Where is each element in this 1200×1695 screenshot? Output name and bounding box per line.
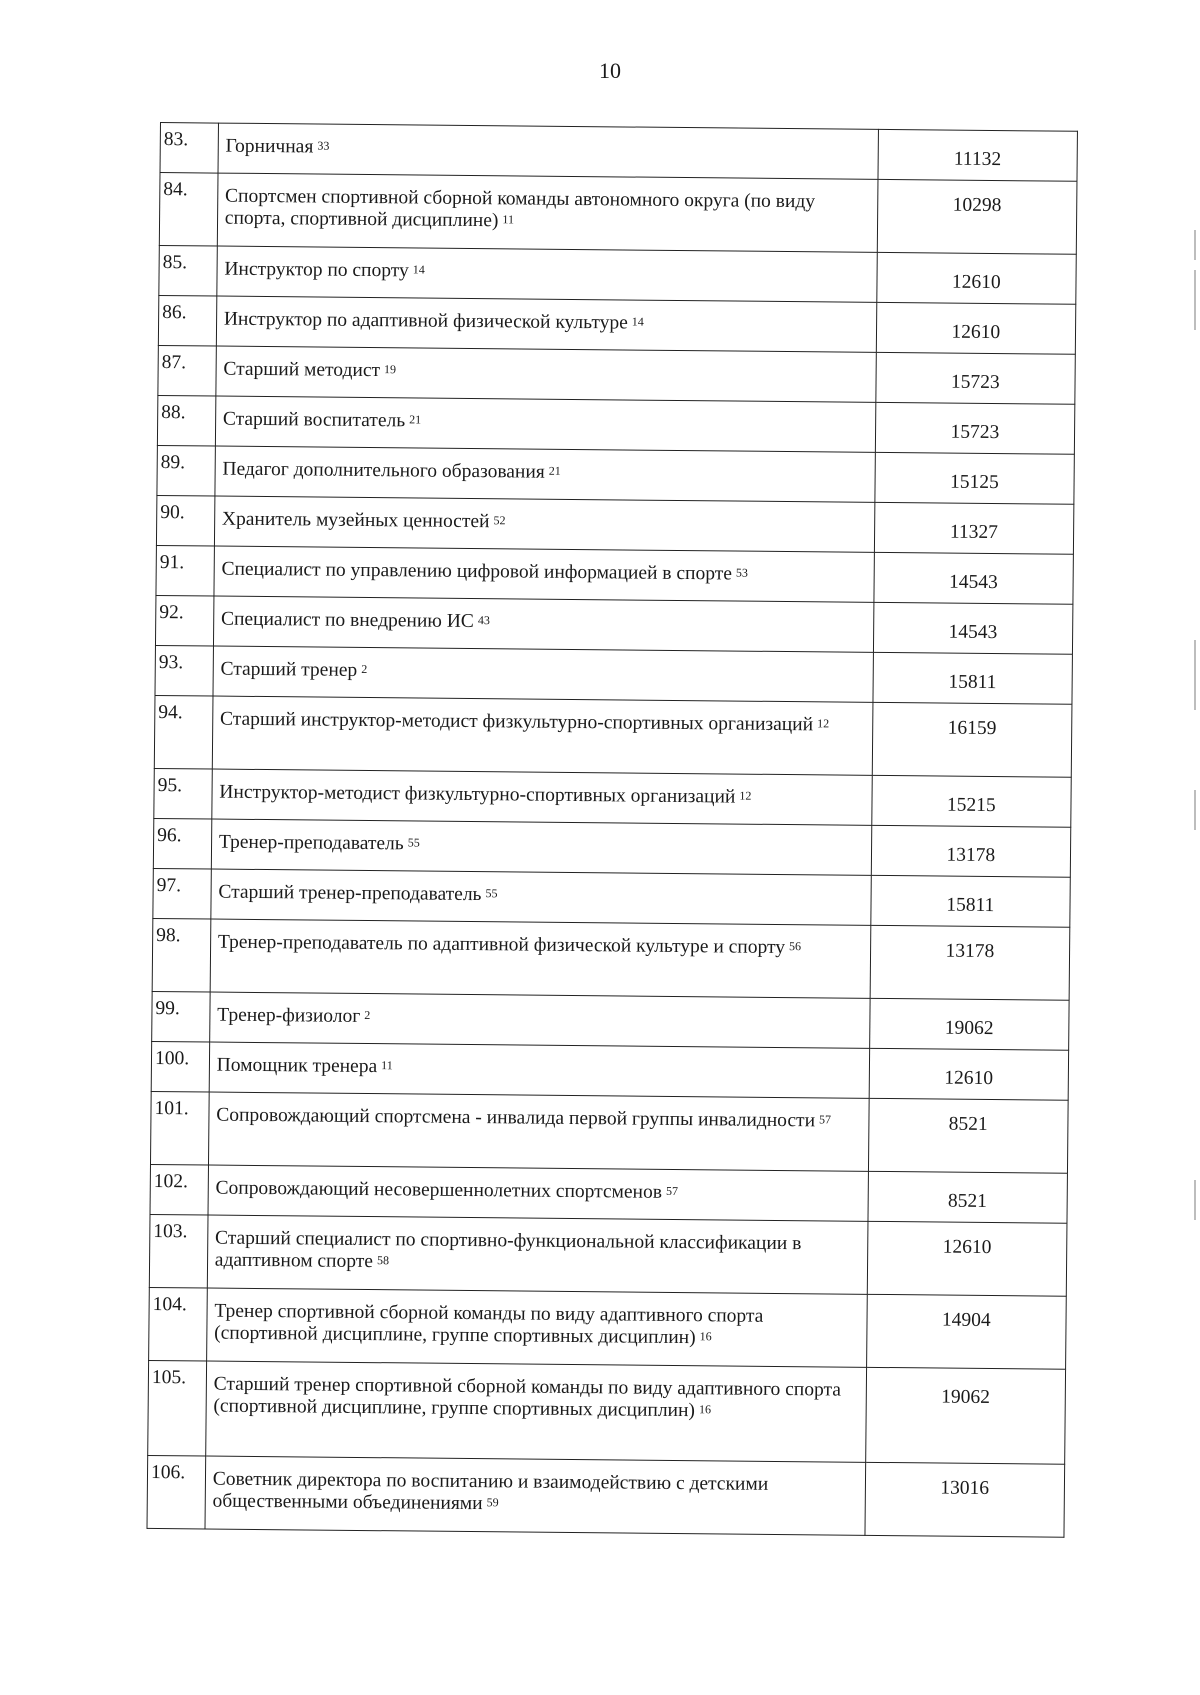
- footnote-ref: 2: [364, 1008, 371, 1023]
- rate-value: 15723: [875, 402, 1075, 454]
- table-row: [152, 918, 1070, 1000]
- position-name-cell: [218, 123, 878, 179]
- row-number: 95.: [154, 768, 212, 819]
- footnote-ref: 11: [502, 212, 515, 227]
- position-name: Инструктор по адаптивной физической культуре: [223, 308, 628, 334]
- footnote-ref: 2: [361, 661, 368, 677]
- position-name-cell: [211, 819, 871, 875]
- position-name-cell: [208, 1165, 868, 1221]
- position-name: Помощник тренера: [216, 1054, 378, 1078]
- rate-value: 19062: [869, 998, 1069, 1050]
- position-name: Специалист по управлению цифровой информацией в спорте: [221, 558, 733, 585]
- row-number: 89.: [157, 445, 215, 496]
- row-number: 102.: [150, 1164, 208, 1215]
- footnote-ref: 33: [317, 138, 330, 153]
- position-name: Старший тренер спортивной сборной команды по виду адаптивного спорта (спортивной дисциплине, группе спортивных дисциплин): [213, 1373, 842, 1422]
- position-name-cell: [214, 546, 874, 602]
- rate-value: 12610: [876, 302, 1076, 354]
- rate-value: 15723: [875, 352, 1075, 404]
- rate-value: 15215: [871, 775, 1071, 827]
- rate-value: 12610: [867, 1221, 1067, 1296]
- table-row: [149, 1287, 1067, 1369]
- footnote-ref: 59: [486, 1495, 499, 1510]
- footnote-ref: 11: [381, 1058, 393, 1073]
- row-number: 100.: [151, 1041, 209, 1092]
- scan-artifact: [1194, 230, 1196, 260]
- footnote-ref: 57: [665, 1183, 679, 1199]
- row-number: 94.: [154, 695, 212, 769]
- table-row: [150, 1164, 1067, 1223]
- footnote-ref: 19: [384, 362, 397, 377]
- position-name-cell: [212, 769, 872, 825]
- row-number: 90.: [156, 495, 214, 546]
- position-name: Тренер-преподаватель: [218, 831, 404, 855]
- position-name-cell: [211, 869, 871, 925]
- rate-value: 15125: [875, 452, 1075, 504]
- rate-value: 15811: [873, 652, 1073, 704]
- footnote-ref: 16: [698, 1402, 712, 1417]
- position-name-cell: [213, 646, 873, 702]
- page-number: 10: [599, 58, 621, 83]
- table-row: [157, 445, 1074, 504]
- position-name: Старший воспитатель: [222, 408, 406, 432]
- footnote-ref: 43: [477, 613, 490, 628]
- position-name-cell: [215, 446, 875, 502]
- footnote-ref: 12: [817, 716, 830, 731]
- footnote-ref: 21: [548, 463, 561, 478]
- position-name: Тренер-физиолог: [217, 1004, 361, 1027]
- row-number: 85.: [159, 245, 217, 296]
- table-row: [153, 868, 1070, 927]
- position-name-cell: [205, 1361, 866, 1462]
- rate-value: 14904: [866, 1294, 1066, 1369]
- table-row: [157, 395, 1074, 454]
- position-name-cell: [206, 1288, 867, 1367]
- position-name: Старший тренер-преподаватель: [218, 881, 482, 906]
- footnote-ref: 55: [407, 835, 420, 850]
- scan-artifact: [1194, 270, 1196, 330]
- position-name-cell: [210, 919, 871, 998]
- position-name-cell: [209, 1042, 869, 1098]
- row-number: 104.: [149, 1287, 207, 1361]
- table-row: [158, 345, 1075, 404]
- position-name: Советник директора по воспитанию и взаимодействию с детскими общественными объединениями: [212, 1468, 769, 1515]
- position-name: Инструктор-методист физкультурно-спортивных организаций: [219, 781, 736, 808]
- table-row: [160, 123, 1077, 182]
- table-body: [147, 123, 1077, 1538]
- footnote-ref: 14: [412, 262, 425, 277]
- table-row: [154, 768, 1071, 827]
- rate-value: 12610: [869, 1048, 1069, 1100]
- row-number: 98.: [152, 918, 210, 992]
- row-number: 87.: [158, 345, 216, 396]
- rate-value: 19062: [865, 1367, 1065, 1464]
- table-row: [153, 818, 1070, 877]
- position-name: Старший тренер: [220, 658, 358, 681]
- staff-rate-table-wrapper: [146, 122, 1077, 1538]
- position-name-cell: [209, 992, 869, 1048]
- table-row: [149, 1214, 1067, 1296]
- footnote-ref: 58: [376, 1253, 390, 1268]
- rate-value: 13178: [870, 925, 1070, 1000]
- position-name-cell: [215, 396, 875, 452]
- position-name: Инструктор по спорту: [224, 258, 409, 282]
- position-name: Тренер-преподаватель по адаптивной физической культуре и спорту: [217, 931, 786, 959]
- rate-value: 14543: [873, 602, 1073, 654]
- footnote-ref: 52: [493, 513, 506, 528]
- rate-value: 11132: [878, 129, 1078, 181]
- position-name: Специалист по внедрению ИС: [220, 608, 474, 633]
- row-number: 103.: [149, 1214, 207, 1288]
- row-number: 92.: [155, 595, 213, 646]
- row-number: 96.: [153, 818, 211, 869]
- scan-artifact: [1194, 640, 1196, 710]
- table-row: [155, 645, 1072, 704]
- row-number: 101.: [150, 1091, 208, 1165]
- table-row: [152, 991, 1069, 1050]
- position-name-cell: [217, 246, 877, 302]
- position-name: Хранитель музейных ценностей: [221, 508, 490, 533]
- row-number: 88.: [157, 395, 215, 446]
- position-name: Старший специалист по спортивно-функциональной классификации в адаптивном спорте: [214, 1227, 802, 1273]
- footnote-ref: 56: [788, 939, 802, 954]
- footnote-ref: 21: [409, 412, 422, 427]
- table-row: [155, 595, 1072, 654]
- footnote-ref: 55: [485, 886, 498, 901]
- footnote-ref: 53: [735, 565, 749, 580]
- position-name-cell: [214, 496, 874, 552]
- row-number: 99.: [152, 991, 210, 1042]
- rate-value: 15811: [870, 875, 1070, 927]
- position-name: Старший инструктор-методист физкультурно-спортивных организаций: [219, 708, 814, 736]
- row-number: 84.: [159, 173, 217, 247]
- row-number: 83.: [160, 123, 218, 174]
- position-name: Тренер спортивной сборной команды по виду адаптивного спорта (спортивной дисциплине, группе спортивных дисциплин): [214, 1300, 764, 1349]
- table-row: [154, 695, 1072, 777]
- position-name-cell: [213, 596, 873, 652]
- rate-value: 14543: [874, 552, 1074, 604]
- rate-value: 16159: [872, 702, 1072, 777]
- position-name-cell: [207, 1215, 868, 1294]
- position-name: Старший методист: [223, 358, 381, 382]
- rate-value: 11327: [874, 502, 1074, 554]
- position-name: Сопровождающий несовершеннолетних спортсменов: [215, 1177, 663, 1203]
- position-name: Горничная: [225, 135, 314, 158]
- position-name: Педагог дополнительного образования: [222, 458, 545, 483]
- rate-value: 13178: [871, 825, 1071, 877]
- table-row: [156, 495, 1073, 554]
- rate-value: 10298: [877, 179, 1077, 254]
- position-name-cell: [216, 346, 876, 402]
- table-row: [150, 1091, 1068, 1173]
- position-name-cell: [217, 173, 878, 252]
- table-row: [151, 1041, 1068, 1100]
- position-name: Сопровождающий спортсмена - инвалида первой группы инвалидности: [216, 1104, 816, 1132]
- rate-value: 8521: [868, 1171, 1068, 1223]
- table-row: [148, 1360, 1066, 1464]
- row-number: 105.: [148, 1360, 207, 1456]
- rate-value: 13016: [865, 1462, 1065, 1537]
- row-number: 106.: [147, 1455, 205, 1529]
- table-row: [159, 245, 1076, 304]
- row-number: 93.: [155, 645, 213, 696]
- scan-artifact: [1194, 1180, 1196, 1220]
- row-number: 86.: [158, 295, 216, 346]
- footnote-ref: 14: [631, 314, 644, 329]
- table-row: [156, 545, 1073, 604]
- footnote-ref: 16: [699, 1329, 712, 1344]
- position-name-cell: [208, 1092, 869, 1171]
- position-name-cell: [212, 696, 873, 775]
- position-name-cell: [205, 1456, 866, 1535]
- rate-value: 12610: [876, 252, 1076, 304]
- position-name-cell: [216, 296, 876, 352]
- table-row: [147, 1455, 1065, 1537]
- footnote-ref: 12: [739, 788, 752, 803]
- staff-rate-table: [146, 122, 1077, 1538]
- table-row: [158, 295, 1075, 354]
- row-number: 91.: [156, 545, 214, 596]
- position-name: Спортсмен спортивной сборной команды автономного округа (по виду спорта, спортивной дисциплине): [224, 185, 816, 232]
- row-number: 97.: [153, 868, 211, 919]
- table-row: [159, 173, 1077, 255]
- footnote-ref: 57: [819, 1112, 832, 1127]
- scan-artifact: [1194, 790, 1196, 830]
- rate-value: 8521: [868, 1098, 1068, 1173]
